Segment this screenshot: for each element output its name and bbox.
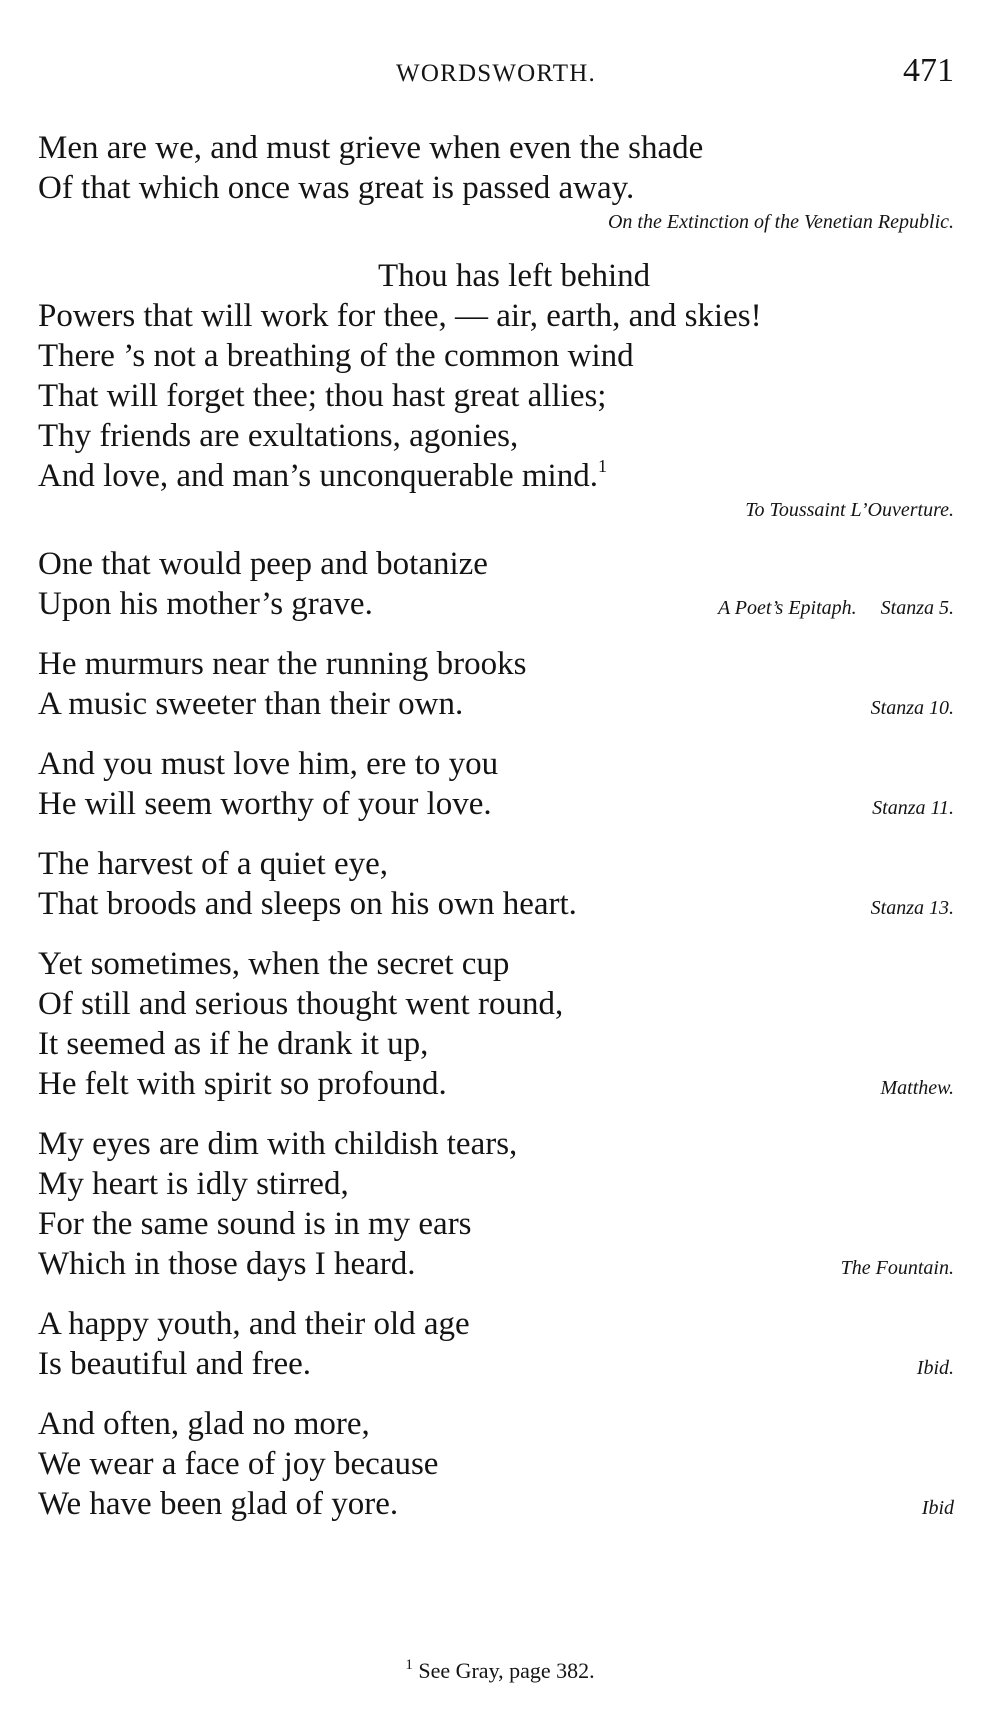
source-citation: On the Extinction of the Venetian Republic. [607,211,954,233]
source-citation: The Fountain. [840,1257,954,1279]
quotation [38,1124,954,1284]
verse-line: And you must love him, ere to you [38,746,499,782]
verse-line: My heart is idly stirred, [38,1166,349,1202]
verse-line: For the same sound is in my ears [38,1206,472,1242]
source-title: A Poet’s Epitaph. [717,597,857,619]
verse-line-row [38,784,954,824]
verse-line: We have been glad of yore. [38,1486,399,1522]
verse-line: We wear a face of joy because [38,1446,439,1482]
verse-line-row [38,1064,954,1104]
page-header [38,52,954,96]
source-citation: Ibid. [916,1357,954,1379]
verse-line: Men are we, and must grieve when even the shade [38,130,704,166]
verse-line: There ’s not a breathing of the common wind [38,338,634,374]
source-citation: Stanza 10. [870,697,954,719]
verse-line: He will seem worthy of your love. [38,786,492,822]
verse-line: Thy friends are exultations, agonies, [38,418,519,454]
footnote-marker: 1 [597,456,607,476]
verse-line: And often, glad no more, [38,1406,370,1442]
verse-line-row [38,1344,954,1384]
verse-line-row [38,584,954,624]
quotation [38,256,954,524]
quotation [38,1304,954,1384]
footnote [0,1658,1000,1684]
verse-line: Of that which once was great is passed away. [38,170,635,206]
verse-line: That broods and sleeps on his own heart. [38,886,577,922]
verse-line-row [38,884,954,924]
verse-line-text: And love, and man’s unconquerable mind. [38,458,598,494]
running-head: WORDSWORTH. [396,60,596,87]
verse-line: That will forget thee; thou hast great allies; [38,378,607,414]
quotation [38,744,954,824]
verse-line: He murmurs near the running brooks [38,646,527,682]
source-citation: To Toussaint L’Ouverture. [745,499,954,521]
verse-line: Powers that will work for thee, — air, earth, and skies! [38,298,762,334]
footnote-marker: 1 [405,1657,413,1673]
verse-line: Upon his mother’s grave. [38,586,373,622]
verse-line-row [38,1244,954,1284]
verse-line: Thou has left behind [378,258,651,294]
quotation [38,128,954,236]
verse-line: A happy youth, and their old age [38,1306,470,1342]
verse-line: My eyes are dim with childish tears, [38,1126,518,1162]
quotation [38,644,954,724]
source-citation: Matthew. [880,1077,954,1099]
verse-line-row [38,684,954,724]
source-citation: Stanza 11. [872,797,954,819]
verse-line-with-footnote [38,456,954,496]
verse-line: It seemed as if he drank it up, [38,1026,429,1062]
verse-line: One that would peep and botanize [38,546,488,582]
quotation [38,544,954,624]
quotation [38,944,954,1104]
source-citation: Stanza 13. [870,897,954,919]
page-number: 471 [903,52,954,89]
verse-line: A music sweeter than their own. [38,686,464,722]
verse-line: He felt with spirit so profound. [38,1066,447,1102]
footnote-text: See Gray, page 382. [418,1658,595,1683]
verse-line: Which in those days I heard. [38,1246,416,1282]
verse-line: Of still and serious thought went round, [38,986,564,1022]
source-stanza: Stanza 5. [880,597,954,619]
verse-line: Is beautiful and free. [38,1346,312,1382]
source-citation [718,594,954,622]
quotation-list [38,128,954,1544]
verse-line: Yet sometimes, when the secret cup [38,946,510,982]
verse-line-row [38,1484,954,1524]
quotation [38,844,954,924]
source-citation: Ibid [921,1497,954,1519]
quotation [38,1404,954,1524]
verse-line: The harvest of a quiet eye, [38,846,389,882]
